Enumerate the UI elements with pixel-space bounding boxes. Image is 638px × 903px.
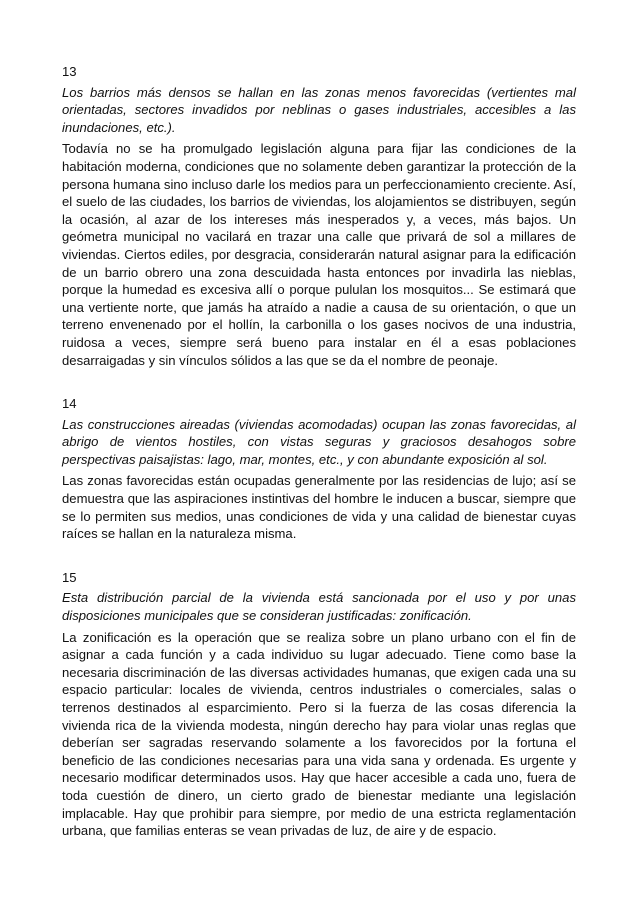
section-number: 15: [62, 569, 77, 585]
section-paragraph: Las zonas favorecidas están ocupadas generalmente por las residencias de lujo; así se demuestra que las aspiraciones instintivas del hombre le inducen a buscar, siempre que se lo permiten sus medios, unas condiciones de vida y una calidad de bienestar cuyas raíces se hallan en la naturaleza misma.: [62, 473, 576, 542]
section-paragraph: Todavía no se ha promulgado legislación alguna para fijar las condiciones de la habitación moderna, condiciones que no solamente deben garantizar la protección de la persona humana sino incluso darle los medios para un perfeccionamiento creciente. Así, el suelo de las ciudades, los barrios de viviendas, los alojamientos se distribuyen, según la ocasión, al azar de los intereses más inesperados y, a veces, más bajos. Un geómetra municipal no vacilará en trazar una calle que privará de sol a millares de viviendas. Ciertos ediles, por desgracia, considerarán natural asignar para la edificación de un barrio obrero una zona descuidada hasta entonces por invadirla las nieblas, porque la humedad es excesiva allí o porque pululan los mosquitos... Se estimará que una vertiente norte, que jamás ha atraído a nadie a causa de su orientación, o que un terreno envenenado por el hollín, la carbonilla o los gases nocivos de una industria, ruidosa a veces, siempre será bueno para instalar en él a esas poblaciones desarraigadas y sin vínculos sólidos a las que se da el nombre de peonaje.: [62, 141, 576, 368]
section-lead-italic: Los barrios más densos se hallan en las zonas menos favorecidas (vertientes mal orientadas, sectores invadidos por neblinas o gases industriales, accesibles a las inundaciones, etc.).: [62, 84, 576, 135]
section-lead-italic: Las construcciones aireadas (viviendas acomodadas) ocupan las zonas favorecidas, al abrigo de vientos hostiles, con vistas seguras y graciosos desahogos sobre perspectivas paisajistas: lago, mar, montes, etc., y con abundante exposición al sol.: [62, 416, 576, 467]
section-paragraph: La zonificación es la operación que se realiza sobre un plano urbano con el fin de asignar a cada función y a cada individuo su lugar adecuado. Tiene como base la necesaria discriminación de las diversas actividades humanas, que exigen cada una su espacio particular: locales de vivienda, centros industriales o comerciales, salas o terrenos destinados al esparcimiento. Pero si la fuerza de las cosas diferencia la vivienda rica de la vivienda modesta, ningún derecho hay para violar unas reglas que deberían ser sagradas reservando solamente a los favorecidos por la fortuna el beneficio de las condiciones necesarias para una vida sana y ordenada. Es urgente y necesario modificar determinados usos. Hay que hacer accesible a cada uno, fuera de toda cuestión de dinero, un cierto grado de bienestar mediante una legislación implacable. Hay que prohibir para siempre, por medio de una estricta reglamentación urbana, que familias enteras se vean privadas de luz, de aire y de espacio.: [62, 629, 576, 839]
section-number: 13: [62, 64, 77, 79]
section-lead-italic: Esta distribución parcial de la vivienda está sancionada por el uso y por unas disposiciones municipales que se consideran justificadas: zonificación.: [62, 590, 576, 624]
section-13: [62, 63, 576, 369]
section-15: [62, 569, 576, 840]
section-14: [62, 395, 576, 543]
section-number: 14: [62, 396, 77, 412]
document-body: [62, 63, 576, 866]
